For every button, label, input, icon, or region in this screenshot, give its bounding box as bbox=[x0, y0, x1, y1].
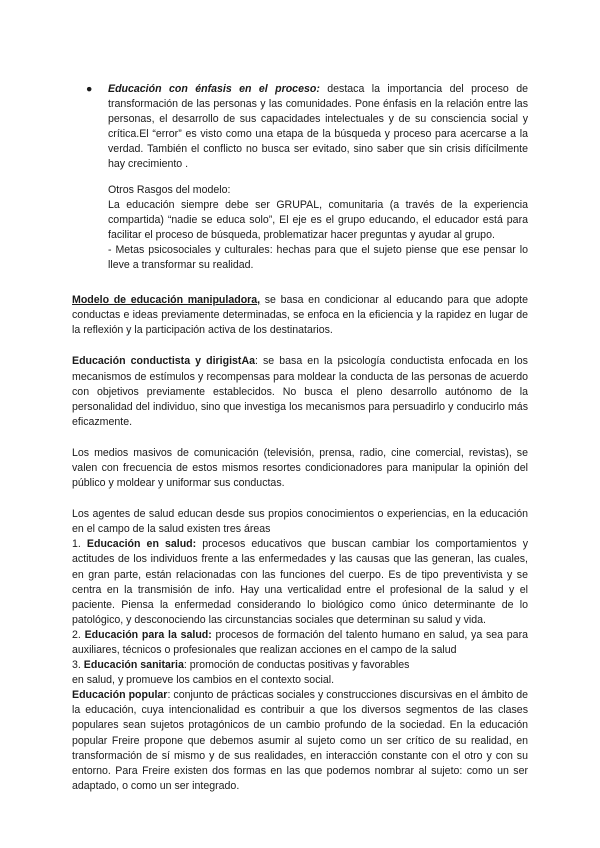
popular-title: Educación popular bbox=[72, 689, 168, 702]
agentes-section bbox=[72, 507, 528, 688]
otros-rasgos-paragraph-2: - Metas psicosociales y culturales: hechas para que el sujeto piense que ese pensar lo lleve a transformar su realidad. bbox=[108, 243, 528, 272]
item-1-number: 1. bbox=[72, 538, 87, 551]
bullet-body: destaca la importancia del proceso de transformación de las personas y las comunidades. Pone énfasis en la relación entre las personas, el desarrollo de sus capacidades intelectuales y de su consciencia social y crítica.El “error” es visto como una etapa de la búsqueda y proceso para acercarse a la verdad. También el conflicto no busca ser evitado, sino saber que sin crisis difícilmente hay crecimiento . bbox=[108, 83, 528, 171]
popular-body: : conjunto de prácticas sociales y construcciones discursivas en el ámbito de la educación, cuya intencionalidad es contribuir a que los diversos segmentos de las clases populares sean sujetos protagónicos de un cambio profundo de la sociedad. En la educación popular Freire propone que debemos asumir al sujeto como un ser crítico de su realidad, en transformación de sí mismo y de sus realidades, en interacción constante con el otro y con su entorno. Para Freire existen dos formas en las que podemos nombrar al sujeto: como un ser adaptado, o como un ser integrado. bbox=[72, 689, 529, 792]
bullet-title: Educación con énfasis en el proceso: bbox=[108, 83, 320, 95]
manipuladora-paragraph bbox=[72, 293, 528, 338]
item-2-number: 2. bbox=[72, 628, 85, 641]
agentes-item-3 bbox=[72, 658, 528, 673]
agentes-item-2 bbox=[72, 628, 528, 658]
bullet-dot-icon: ● bbox=[86, 83, 93, 95]
medios-paragraph: Los medios masivos de comunicación (televisión, prensa, radio, cine comercial, revistas), se valen con frecuencia de estos mismos resortes condicionadores para manipular la opinión del público y moldear y uniformar sus conductas. bbox=[72, 446, 528, 490]
agentes-item-1 bbox=[72, 537, 528, 628]
otros-rasgos-heading: Otros Rasgos del modelo: bbox=[108, 183, 231, 196]
agentes-intro: Los agentes de salud educan desde sus propios conocimientos o experiencias, en la educación en el campo de la salud existen tres áreas bbox=[72, 508, 528, 536]
bullet-paragraph bbox=[108, 82, 528, 173]
conductista-paragraph bbox=[72, 354, 528, 429]
document-page bbox=[72, 82, 528, 794]
manipuladora-body: se basa en condicionar al educando para que adopte conductas e ideas previamente determinadas, se enfoca en la eficiencia y la rapidez en lugar de la reflexión y la participación activa de los destinatarios. bbox=[72, 294, 528, 337]
otros-rasgos-section bbox=[72, 183, 528, 274]
item-1-body: procesos educativos que buscan cambiar los comportamientos y actitudes de los individuos frente a las enfermedades y las causas que las generan, las cuales, en gran parte, están relacionadas con las funciones del cuerpo. Es de tipo preventivista y se centra en la transmisión de info. Hay una verticalidad entre el profesional de la salud y el paciente. Piensa la enfermedad considerando lo biológico como único determinante de lo patológico, y desconociendo las circunstancias sociales que determinan su salud y vida. bbox=[72, 538, 528, 626]
item-2-title: Educación para la salud: bbox=[84, 628, 212, 641]
otros-rasgos-paragraph-1: La educación siempre debe ser GRUPAL, comunitaria (a través de la experiencia compartida) “nadie se educa solo”, El eje es el grupo educando, el educador está para facilitar el proceso de búsqueda, problematizar hacer preguntas y ayudar al grupo. bbox=[108, 198, 528, 241]
item-3-body: : promoción de conductas positivas y favorables bbox=[183, 659, 410, 672]
bullet-item-proceso bbox=[72, 82, 528, 173]
conductista-title: Educación conductista y dirigistAa bbox=[72, 355, 255, 368]
item-2-body: procesos de formación del talento humano en salud, ya sea para auxiliares, técnicos o profesionales que realizan acciones en el campo de la salud bbox=[72, 628, 528, 656]
agentes-item-3-continued: en salud, y promueve los cambios en el contexto social. bbox=[72, 674, 335, 687]
manipuladora-title: Modelo de educación manipuladora, bbox=[72, 294, 261, 307]
item-3-title: Educación sanitaria bbox=[83, 659, 184, 672]
item-1-title: Educación en salud: bbox=[86, 538, 197, 551]
popular-paragraph bbox=[72, 688, 528, 794]
conductista-body: : se basa en la psicología conductista enfocada en los mecanismos de estímulos y recompensas para moldear la conducta de las personas de acuerdo con objetivos previamente establecidos. No busca el pleno desarrollo autónomo de la personalidad del individuo, sino que investiga los mecanismos para persuadirlo y conducirlo más eficazmente. bbox=[72, 355, 528, 428]
item-3-number: 3. bbox=[72, 659, 84, 672]
